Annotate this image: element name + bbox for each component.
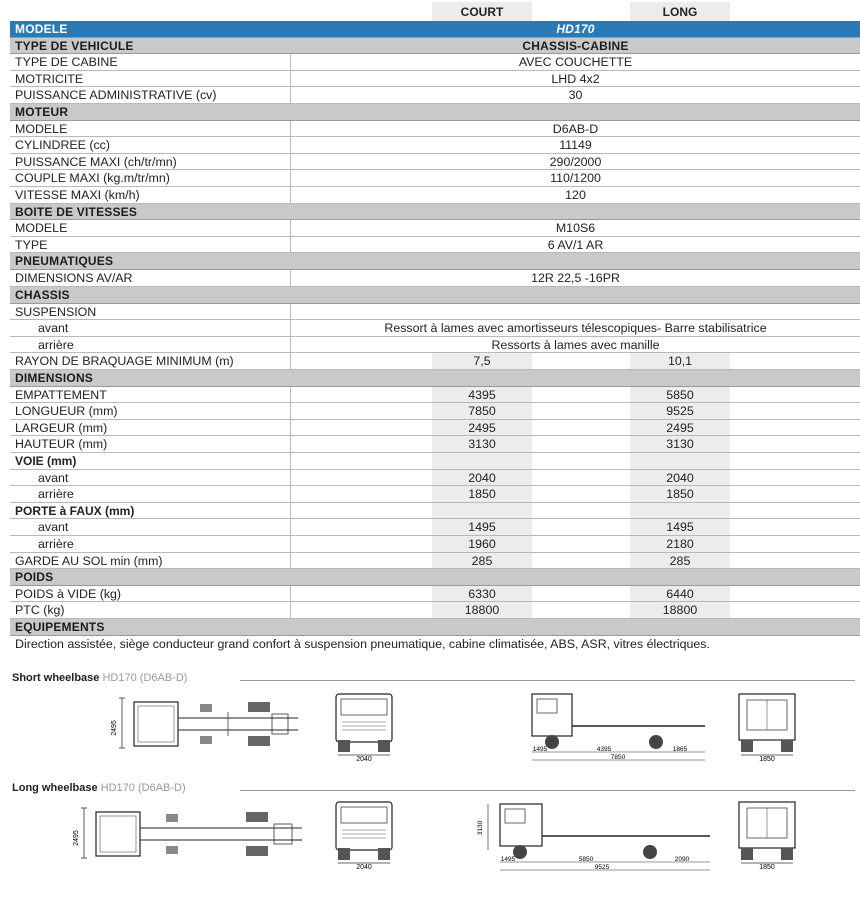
spec-value: LHD 4x2	[551, 71, 600, 86]
spec-row	[10, 87, 860, 104]
court-value: 3130	[432, 436, 532, 452]
spec-row	[10, 353, 860, 370]
section-label: DIMENSIONS	[15, 371, 94, 386]
section-header	[10, 104, 860, 121]
long-value: 9525	[630, 403, 730, 419]
column-divider	[290, 586, 291, 602]
section-value: CHASSIS-CABINE	[522, 38, 629, 53]
spec-row	[10, 553, 860, 570]
spec-value: 120	[565, 187, 586, 202]
court-value: 18800	[432, 602, 532, 618]
long-front-view	[330, 798, 400, 870]
spec-label: MOTRICITE	[15, 71, 84, 86]
spec-value: Ressorts à lames avec manille	[491, 337, 660, 352]
short-top-view	[108, 690, 308, 760]
section-label: CHASSIS	[15, 288, 70, 303]
spec-row	[10, 602, 860, 619]
spec-label: CYLINDREE (cc)	[15, 138, 111, 153]
long-front-track: 2040	[356, 864, 372, 870]
column-divider	[290, 503, 291, 519]
short-rear-overhang: 1865	[672, 746, 688, 753]
short-wheelbase-heading	[12, 672, 187, 684]
short-front-view	[330, 690, 400, 762]
spec-label: RAYON DE BRAQUAGE MINIMUM (m)	[15, 354, 234, 369]
court-value: 1495	[432, 519, 532, 535]
spec-row	[10, 54, 860, 71]
spec-row	[10, 387, 860, 404]
section-label: POIDS	[15, 570, 54, 585]
spec-row	[10, 470, 860, 487]
spec-label: LONGUEUR (mm)	[15, 404, 118, 419]
column-divider	[290, 536, 291, 552]
section-header	[10, 569, 860, 586]
spec-label: VITESSE MAXI (km/h)	[15, 187, 140, 202]
long-value: 10,1	[630, 353, 730, 369]
spec-row	[10, 170, 860, 187]
long-wheelbase-heading	[12, 782, 186, 794]
long-value: 18800	[630, 602, 730, 618]
spec-row	[10, 420, 860, 437]
section-label: EQUIPEMENTS	[15, 619, 105, 634]
long-value: 1850	[630, 486, 730, 502]
long-value: 5850	[630, 387, 730, 403]
short-front-track: 2040	[356, 756, 372, 762]
section-header	[10, 253, 860, 270]
spec-row	[10, 536, 860, 553]
spec-value: 6 AV/1 AR	[547, 237, 604, 252]
spec-value: AVEC COUCHETTE	[518, 55, 633, 70]
spec-label: PUISSANCE MAXI (ch/tr/mn)	[15, 154, 177, 169]
spec-label: avant	[38, 321, 69, 336]
section-header	[10, 204, 860, 221]
short-rear-track: 1850	[759, 756, 775, 762]
spec-row	[10, 403, 860, 420]
spec-label: arrière	[38, 537, 74, 551]
long-value: 285	[630, 553, 730, 569]
court-value: 7850	[432, 403, 532, 419]
short-length: 7850	[610, 754, 626, 761]
court-value: 2040	[432, 470, 532, 486]
spec-row	[10, 304, 860, 321]
spec-row	[10, 154, 860, 171]
short-top-width: 2495	[111, 720, 118, 736]
long-rear-track: 1850	[759, 864, 775, 870]
court-column-cell	[432, 453, 532, 469]
spec-row	[10, 436, 860, 453]
long-top-width: 2495	[73, 830, 80, 846]
spec-row	[10, 187, 860, 204]
spec-label: DIMENSIONS AV/AR	[15, 270, 133, 285]
court-column-cell	[432, 503, 532, 519]
spec-row	[10, 220, 860, 237]
column-divider	[290, 453, 291, 469]
court-value: 285	[432, 553, 532, 569]
section-value: HD170	[556, 22, 595, 36]
long-rear-overhang: 2090	[674, 856, 690, 863]
court-value: 1850	[432, 486, 532, 502]
spec-value: 110/1200	[550, 171, 601, 186]
column-divider	[290, 420, 291, 436]
spec-label: avant	[38, 520, 69, 535]
column-header-long: LONG	[630, 2, 730, 21]
column-divider	[290, 403, 291, 419]
short-wheelbase-title: Short wheelbase	[12, 672, 100, 684]
spec-label: TYPE	[15, 237, 48, 252]
column-divider	[290, 486, 291, 502]
column-divider	[290, 470, 291, 486]
column-divider	[290, 436, 291, 452]
court-value: 1960	[432, 536, 532, 552]
long-front-overhang: 1495	[500, 856, 516, 863]
long-value: 2495	[630, 420, 730, 436]
spec-label: GARDE AU SOL min (mm)	[15, 553, 163, 568]
short-rear-view	[733, 690, 803, 762]
long-value: 2040	[630, 470, 730, 486]
spec-label: avant	[38, 470, 69, 485]
long-side-view	[474, 798, 714, 876]
spec-label: PUISSANCE ADMINISTRATIVE (cv)	[15, 88, 217, 103]
short-wheelbase-model: HD170 (D6AB-D)	[102, 672, 188, 684]
column-divider	[290, 519, 291, 535]
subsection-label: PORTE à FAUX (mm)	[15, 503, 135, 518]
spec-row	[10, 270, 860, 287]
subsection-header	[10, 503, 860, 520]
subsection-header	[10, 453, 860, 470]
column-divider	[290, 553, 291, 569]
long-wheelbase-rule	[240, 790, 855, 791]
spec-label: MODELE	[15, 221, 68, 236]
spec-row	[10, 519, 860, 536]
long-rear-view	[733, 798, 803, 870]
spec-row	[10, 137, 860, 154]
spec-value: 12R 22,5 -16PR	[531, 270, 620, 285]
column-divider	[290, 387, 291, 403]
long-wheelbase-dim: 5850	[578, 856, 594, 863]
spec-label: POIDS à VIDE (kg)	[15, 586, 122, 601]
long-height: 3130	[477, 820, 484, 836]
column-divider	[290, 304, 291, 320]
court-value: 4395	[432, 387, 532, 403]
section-header	[10, 619, 860, 636]
spec-row	[10, 337, 860, 354]
spec-value: 30	[568, 88, 583, 103]
section-label: BOITE DE VITESSES	[15, 204, 138, 219]
subsection-label: VOIE (mm)	[15, 454, 77, 469]
long-length: 9525	[594, 864, 610, 871]
spec-row	[10, 320, 860, 337]
spec-label: COUPLE MAXI (kg.m/tr/mn)	[15, 171, 170, 186]
spec-label: arrière	[38, 337, 74, 352]
spec-label: LARGEUR (mm)	[15, 420, 108, 435]
court-value: 2495	[432, 420, 532, 436]
spec-label: TYPE DE CABINE	[15, 55, 118, 70]
section-label: PNEUMATIQUES	[15, 254, 114, 269]
long-value: 6440	[630, 586, 730, 602]
long-wheelbase-title: Long wheelbase	[12, 782, 98, 794]
long-value: 2180	[630, 536, 730, 552]
spec-value: D6AB-D	[552, 121, 599, 136]
spec-label: HAUTEUR (mm)	[15, 437, 108, 452]
column-header-court: COURT	[432, 2, 532, 21]
section-label: TYPE DE VEHICULE	[15, 38, 134, 53]
spec-row	[10, 71, 860, 88]
section-label: MOTEUR	[15, 104, 69, 119]
long-top-view	[70, 800, 310, 870]
long-value: 3130	[630, 436, 730, 452]
court-value: 6330	[432, 586, 532, 602]
spec-row	[10, 486, 860, 503]
spec-value: 290/2000	[549, 154, 602, 169]
section-header	[10, 370, 860, 387]
short-wheelbase-dim: 4395	[596, 746, 612, 753]
spec-label: arrière	[38, 487, 74, 502]
spec-value: M10S6	[555, 221, 596, 236]
spec-row	[10, 586, 860, 603]
equipment-note: Direction assistée, siège conducteur grand confort à suspension pneumatique, cabine climatisée, ABS, ASR, vitres électriques.	[15, 636, 710, 651]
section-header	[10, 287, 860, 304]
court-value: 7,5	[432, 353, 532, 369]
long-column-cell	[630, 503, 730, 519]
long-column-cell	[630, 453, 730, 469]
long-wheelbase-model: HD170 (D6AB-D)	[100, 782, 186, 794]
spec-label: MODELE	[15, 121, 68, 136]
spec-label: EMPATTEMENT	[15, 387, 107, 402]
spec-label: SUSPENSION	[15, 304, 97, 319]
short-front-overhang: 1495	[532, 746, 548, 753]
column-divider	[290, 602, 291, 618]
spec-row	[10, 237, 860, 254]
short-wheelbase-rule	[240, 680, 855, 681]
spec-label: PTC (kg)	[15, 603, 65, 618]
column-divider	[290, 353, 291, 369]
model-header-row	[10, 21, 860, 38]
short-side-view	[510, 688, 710, 766]
spec-value: 11149	[559, 138, 592, 153]
long-value: 1495	[630, 519, 730, 535]
section-label: MODELE	[15, 22, 68, 36]
spec-table	[10, 21, 860, 654]
spec-value: Ressort à lames avec amortisseurs télescopiques- Barre stabilisatrice	[384, 321, 767, 336]
equipment-note-row	[10, 636, 860, 654]
spec-row	[10, 121, 860, 138]
section-header	[10, 38, 860, 55]
